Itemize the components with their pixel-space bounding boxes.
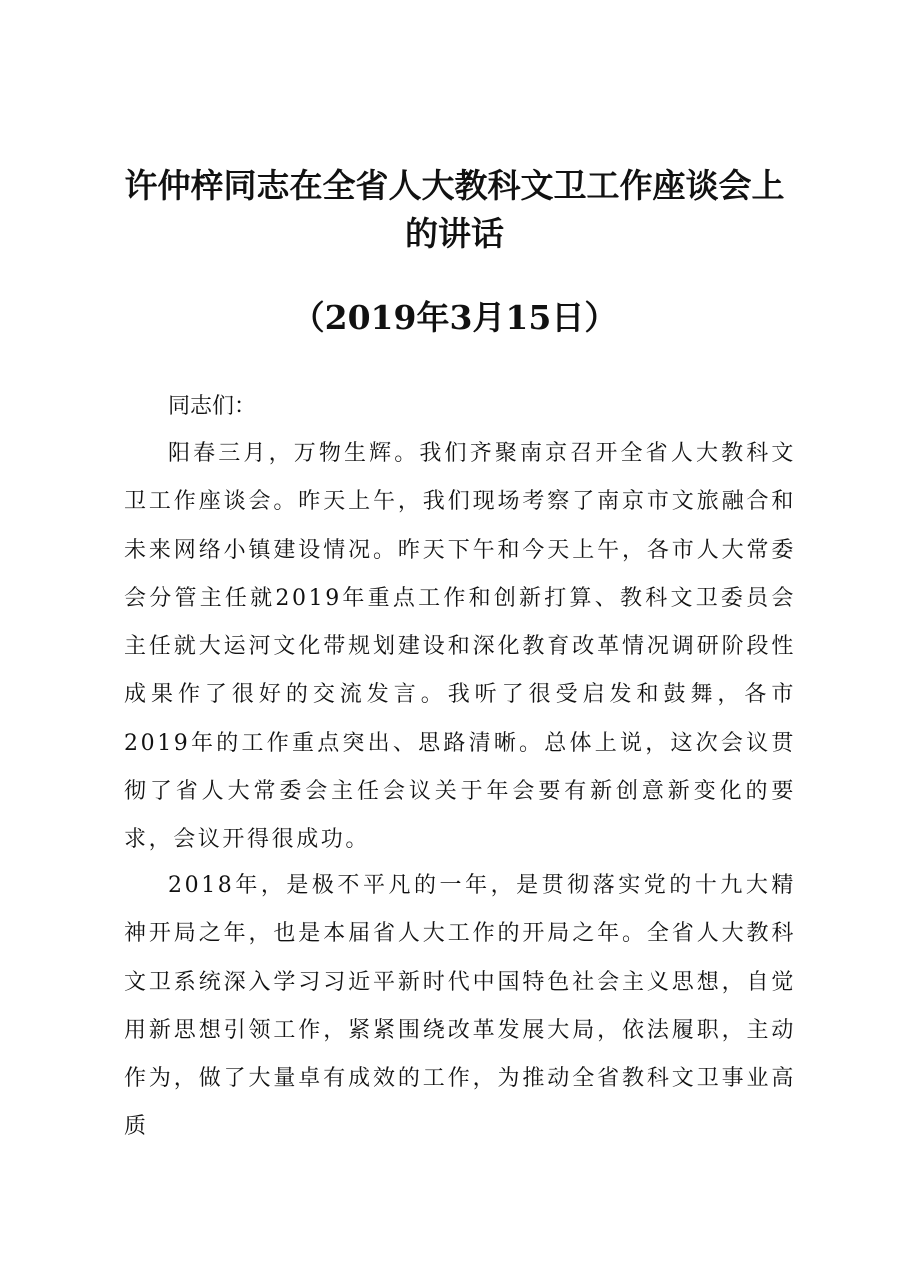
paragraph-2: 2018年，是极不平凡的一年，是贯彻落实党的十九大精神开局之年，也是本届省人大工作的开局之年。全省人大教科文卫系统深入学习习近平新时代中国特色社会主义思想，自觉用新思想引领工作，紧紧围绕改革发展大局，依法履职，主动作为，做了大量卓有成效的工作，为推动全省教科文卫事业高质 [124, 873, 796, 1140]
paragraph-1: 阳春三月，万物生辉。我们齐聚南京召开全省人大教科文卫工作座谈会。昨天上午，我们现场考察了南京市文旅融合和未来网络小镇建设情况。昨天下午和今天上午，各市人大常委会分管主任就2019年重点工作和创新打算、教科文卫委员会主任就大运河文化带规划建设和深化教育改革情况调研阶段性成果作了很好的交流发言。我听了很受启发和鼓舞，各市2019年的工作重点突出、思路清晰。总体上说，这次会议贯彻了省人大常委会主任会议关于年会要有新创意新变化的要求，会议开得很成功。 [124, 441, 796, 853]
document-title-line-1: 许仲梓同志在全省人大教科文卫工作座谈会上 [124, 166, 785, 205]
speech-date: （2019年3月15日） [291, 298, 618, 337]
salutation: 同志们： [168, 394, 257, 419]
document-title-line-2: 的讲话 [405, 214, 504, 253]
